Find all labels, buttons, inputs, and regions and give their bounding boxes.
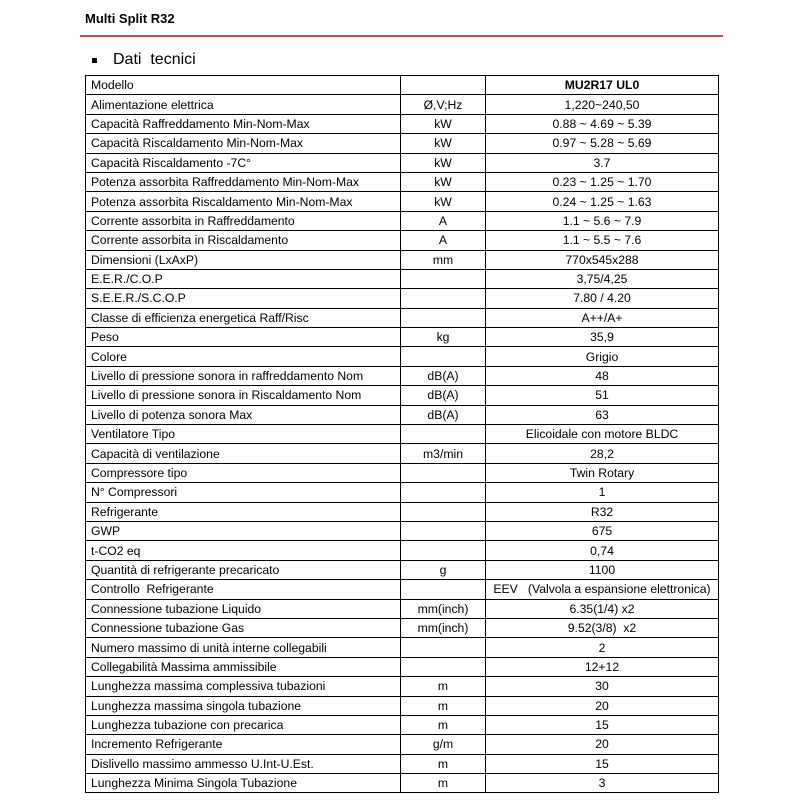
table-row bbox=[86, 211, 719, 230]
row-unit: A bbox=[401, 211, 486, 230]
row-value: 35,9 bbox=[486, 328, 719, 347]
row-value: MU2R17 UL0 bbox=[486, 76, 719, 95]
row-label: Refrigerante bbox=[86, 502, 401, 521]
table-row bbox=[86, 231, 719, 250]
row-unit: mm(inch) bbox=[401, 618, 486, 637]
spec-table-body bbox=[86, 76, 719, 793]
row-unit: kW bbox=[401, 114, 486, 133]
bullet-icon bbox=[92, 58, 97, 63]
row-value: 2 bbox=[486, 638, 719, 657]
row-unit bbox=[401, 483, 486, 502]
row-value: R32 bbox=[486, 502, 719, 521]
row-value: A++/A+ bbox=[486, 308, 719, 327]
row-unit bbox=[401, 463, 486, 482]
row-value: 1.1 ~ 5.6 ~ 7.9 bbox=[486, 211, 719, 230]
row-value: 15 bbox=[486, 754, 719, 773]
row-value: 1 bbox=[486, 483, 719, 502]
table-row bbox=[86, 560, 719, 579]
table-row bbox=[86, 521, 719, 540]
table-row bbox=[86, 444, 719, 463]
table-row bbox=[86, 405, 719, 424]
row-label: Dimensioni (LxAxP) bbox=[86, 250, 401, 269]
row-value: 63 bbox=[486, 405, 719, 424]
row-value: 51 bbox=[486, 386, 719, 405]
row-unit: mm bbox=[401, 250, 486, 269]
row-label: Collegabilità Massima ammissibile bbox=[86, 657, 401, 676]
table-row bbox=[86, 580, 719, 599]
section-title: Dati tecnici bbox=[113, 51, 196, 68]
row-label: Potenza assorbita Raffreddamento Min-Nom-Max bbox=[86, 172, 401, 191]
row-label: Alimentazione elettrica bbox=[86, 95, 401, 114]
row-label: Incremento Refrigerante bbox=[86, 735, 401, 754]
row-unit: dB(A) bbox=[401, 366, 486, 385]
row-value: 15 bbox=[486, 715, 719, 734]
table-row bbox=[86, 76, 719, 95]
row-label: Livello di pressione sonora in Riscaldamento Nom bbox=[86, 386, 401, 405]
table-row bbox=[86, 134, 719, 153]
row-label: Connessione tubazione Gas bbox=[86, 618, 401, 637]
row-unit bbox=[401, 657, 486, 676]
row-unit bbox=[401, 580, 486, 599]
row-value: 28,2 bbox=[486, 444, 719, 463]
row-label: t-CO2 eq bbox=[86, 541, 401, 560]
row-unit: kW bbox=[401, 172, 486, 191]
table-row bbox=[86, 735, 719, 754]
table-row bbox=[86, 463, 719, 482]
document-title: Multi Split R32 bbox=[85, 11, 175, 26]
row-value: 1100 bbox=[486, 560, 719, 579]
row-label: S.E.E.R./S.C.O.P bbox=[86, 289, 401, 308]
table-row bbox=[86, 386, 719, 405]
row-value: Twin Rotary bbox=[486, 463, 719, 482]
table-row bbox=[86, 638, 719, 657]
row-unit: m bbox=[401, 754, 486, 773]
row-label: GWP bbox=[86, 521, 401, 540]
table-row bbox=[86, 250, 719, 269]
section-heading bbox=[92, 51, 196, 69]
row-unit bbox=[401, 541, 486, 560]
row-unit: m bbox=[401, 774, 486, 793]
row-unit bbox=[401, 347, 486, 366]
row-value: 3.7 bbox=[486, 153, 719, 172]
table-row bbox=[86, 502, 719, 521]
row-label: Peso bbox=[86, 328, 401, 347]
row-value: 0.24 ~ 1.25 ~ 1.63 bbox=[486, 192, 719, 211]
row-label: Numero massimo di unità interne collegabili bbox=[86, 638, 401, 657]
table-row bbox=[86, 172, 719, 191]
row-label: Capacità di ventilazione bbox=[86, 444, 401, 463]
row-unit: m bbox=[401, 715, 486, 734]
row-label: E.E.R./C.O.P bbox=[86, 269, 401, 288]
row-label: Quantità di refrigerante precaricato bbox=[86, 560, 401, 579]
row-unit bbox=[401, 289, 486, 308]
row-value: 3 bbox=[486, 774, 719, 793]
row-label: N° Compressori bbox=[86, 483, 401, 502]
row-unit: m bbox=[401, 677, 486, 696]
row-value: 0.97 ~ 5.28 ~ 5.69 bbox=[486, 134, 719, 153]
table-row bbox=[86, 715, 719, 734]
row-value: 0,74 bbox=[486, 541, 719, 560]
row-value: 1,220~240,50 bbox=[486, 95, 719, 114]
table-row bbox=[86, 677, 719, 696]
row-value: 1.1 ~ 5.5 ~ 7.6 bbox=[486, 231, 719, 250]
row-unit: mm(inch) bbox=[401, 599, 486, 618]
row-value: 770x545x288 bbox=[486, 250, 719, 269]
row-unit: A bbox=[401, 231, 486, 250]
row-label: Lunghezza massima complessiva tubazioni bbox=[86, 677, 401, 696]
row-label: Capacità Riscaldamento -7C° bbox=[86, 153, 401, 172]
row-value: 12+12 bbox=[486, 657, 719, 676]
row-label: Capacità Riscaldamento Min-Nom-Max bbox=[86, 134, 401, 153]
row-value: 30 bbox=[486, 677, 719, 696]
row-unit: m3/min bbox=[401, 444, 486, 463]
table-row bbox=[86, 657, 719, 676]
table-row bbox=[86, 269, 719, 288]
row-unit: Ø,V;Hz bbox=[401, 95, 486, 114]
table-row bbox=[86, 95, 719, 114]
row-unit: g bbox=[401, 560, 486, 579]
row-unit: dB(A) bbox=[401, 386, 486, 405]
row-label: Potenza assorbita Riscaldamento Min-Nom-Max bbox=[86, 192, 401, 211]
row-unit bbox=[401, 425, 486, 444]
row-label: Capacità Raffreddamento Min-Nom-Max bbox=[86, 114, 401, 133]
row-value: EEV (Valvola a espansione elettronica) bbox=[486, 580, 719, 599]
row-label: Modello bbox=[86, 76, 401, 95]
row-unit: kW bbox=[401, 134, 486, 153]
table-row bbox=[86, 153, 719, 172]
table-row bbox=[86, 347, 719, 366]
table-row bbox=[86, 483, 719, 502]
table-row bbox=[86, 308, 719, 327]
row-label: Compressore tipo bbox=[86, 463, 401, 482]
row-label: Corrente assorbita in Riscaldamento bbox=[86, 231, 401, 250]
row-label: Colore bbox=[86, 347, 401, 366]
row-unit: kW bbox=[401, 153, 486, 172]
table-row bbox=[86, 754, 719, 773]
row-value: 48 bbox=[486, 366, 719, 385]
row-value: 7.80 / 4.20 bbox=[486, 289, 719, 308]
row-unit bbox=[401, 76, 486, 95]
table-row bbox=[86, 618, 719, 637]
row-unit: dB(A) bbox=[401, 405, 486, 424]
row-unit: kg bbox=[401, 328, 486, 347]
table-row bbox=[86, 774, 719, 793]
row-value: 20 bbox=[486, 735, 719, 754]
row-unit bbox=[401, 521, 486, 540]
row-label: Corrente assorbita in Raffreddamento bbox=[86, 211, 401, 230]
row-value: 0.23 ~ 1.25 ~ 1.70 bbox=[486, 172, 719, 191]
row-label: Dislivello massimo ammesso U.Int-U.Est. bbox=[86, 754, 401, 773]
table-row bbox=[86, 599, 719, 618]
table-row bbox=[86, 192, 719, 211]
row-unit: m bbox=[401, 696, 486, 715]
table-row bbox=[86, 114, 719, 133]
row-label: Connessione tubazione Liquido bbox=[86, 599, 401, 618]
table-row bbox=[86, 696, 719, 715]
table-row bbox=[86, 328, 719, 347]
table-row bbox=[86, 289, 719, 308]
spec-table bbox=[85, 75, 719, 793]
row-unit: kW bbox=[401, 192, 486, 211]
row-value: 0.88 ~ 4.69 ~ 5.39 bbox=[486, 114, 719, 133]
row-label: Livello di potenza sonora Max bbox=[86, 405, 401, 424]
title-divider bbox=[80, 35, 723, 37]
row-label: Controllo Refrigerante bbox=[86, 580, 401, 599]
table-row bbox=[86, 366, 719, 385]
row-label: Livello di pressione sonora in raffreddamento Nom bbox=[86, 366, 401, 385]
row-unit bbox=[401, 308, 486, 327]
row-value: 20 bbox=[486, 696, 719, 715]
table-row bbox=[86, 425, 719, 444]
row-label: Lunghezza Minima Singola Tubazione bbox=[86, 774, 401, 793]
row-value: Grigio bbox=[486, 347, 719, 366]
row-label: Ventilatore Tipo bbox=[86, 425, 401, 444]
row-unit bbox=[401, 638, 486, 657]
table-row bbox=[86, 541, 719, 560]
row-value: Elicoidale con motore BLDC bbox=[486, 425, 719, 444]
row-value: 675 bbox=[486, 521, 719, 540]
row-unit bbox=[401, 502, 486, 521]
row-value: 6.35(1/4) x2 bbox=[486, 599, 719, 618]
row-label: Classe di efficienza energetica Raff/Risc bbox=[86, 308, 401, 327]
row-value: 9.52(3/8) x2 bbox=[486, 618, 719, 637]
row-value: 3,75/4,25 bbox=[486, 269, 719, 288]
row-label: Lunghezza massima singola tubazione bbox=[86, 696, 401, 715]
row-unit bbox=[401, 269, 486, 288]
row-label: Lunghezza tubazione con precarica bbox=[86, 715, 401, 734]
row-unit: g/m bbox=[401, 735, 486, 754]
